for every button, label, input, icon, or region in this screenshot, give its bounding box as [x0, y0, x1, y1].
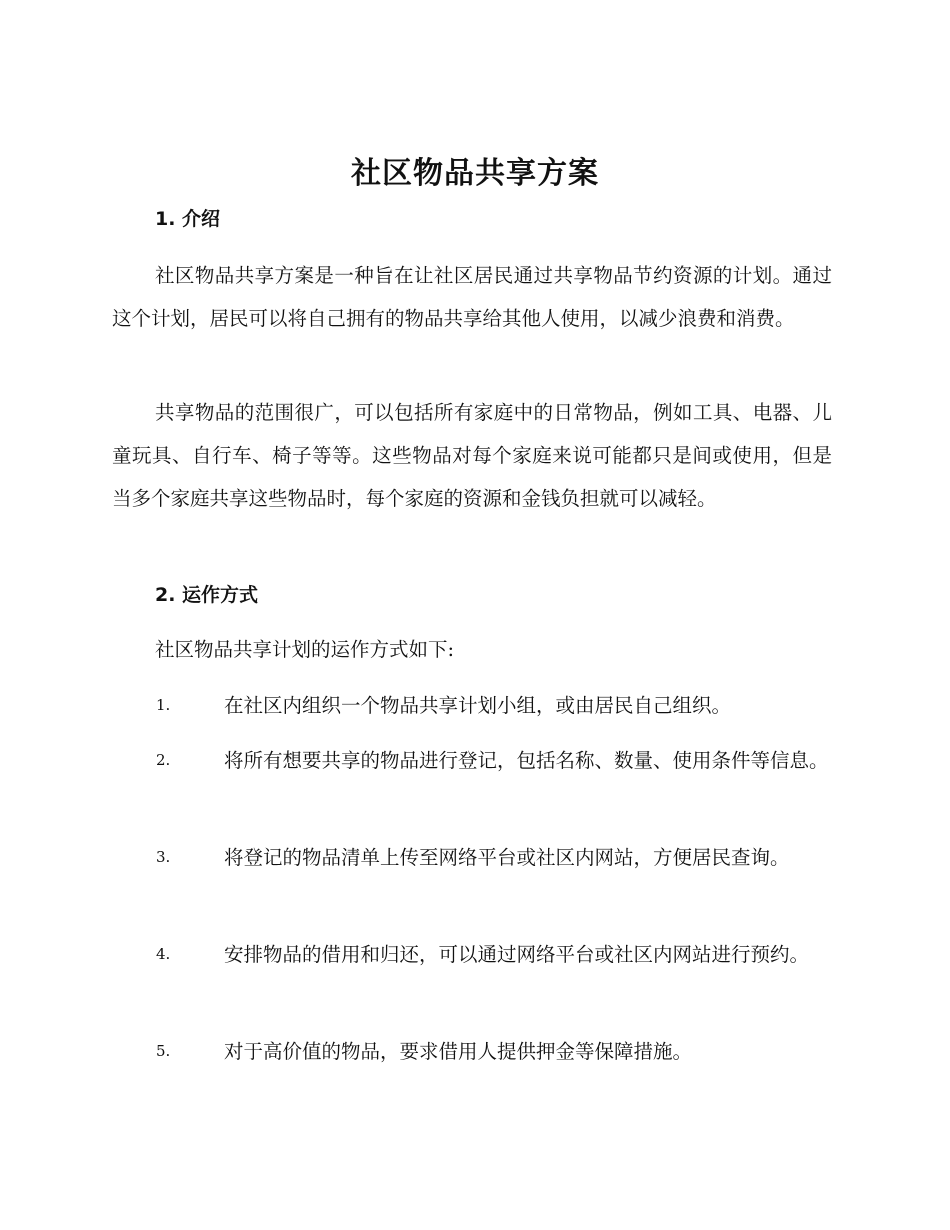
list-item: [112, 1029, 832, 1074]
list-item-text: 将所有想要共享的物品进行登记，包括名称、数量、使用条件等信息。: [224, 749, 829, 772]
list-item-number: 1.: [156, 696, 171, 714]
list-item: [112, 738, 832, 783]
list-item-text: 对于高价值的物品，要求借用人提供押金等保障措施。: [224, 1040, 693, 1063]
list-item-text: 安排物品的借用和归还，可以通过网络平台或社区内网站进行预约。: [224, 943, 810, 966]
list-item-text: 在社区内组织一个物品共享计划小组，或由居民自己组织。: [224, 694, 732, 717]
list-item-number: 2.: [156, 751, 171, 769]
list-item-text: 将登记的物品清单上传至网络平台或社区内网站，方便居民查询。: [224, 846, 790, 869]
paragraph: 社区物品共享方案是一种旨在让社区居民通过共享物品节约资源的计划。通过这个计划，居民可以将自己拥有的物品共享给其他人使用，以减少浪费和消费。: [112, 264, 832, 330]
paragraph: 社区物品共享计划的运作方式如下:: [155, 638, 455, 661]
paragraph: 共享物品的范围很广，可以包括所有家庭中的日常物品，例如工具、电器、儿童玩具、自行车、椅子等等。这些物品对每个家庭来说可能都只是间或使用，但是当多个家庭共享这些物品时，每个家庭的资源和金钱负担就可以减轻。: [112, 401, 832, 510]
list-item-number: 3.: [156, 848, 171, 866]
section-heading-intro: 1. 介绍: [155, 208, 221, 230]
list-item-number: 4.: [156, 945, 171, 963]
list-item: [112, 932, 832, 977]
section-heading-operation: 2. 运作方式: [155, 584, 259, 606]
list-item-number: 5.: [156, 1042, 171, 1060]
list-item: [112, 683, 832, 728]
list-item: [112, 835, 832, 880]
page-title: 社区物品共享方案: [351, 156, 599, 191]
